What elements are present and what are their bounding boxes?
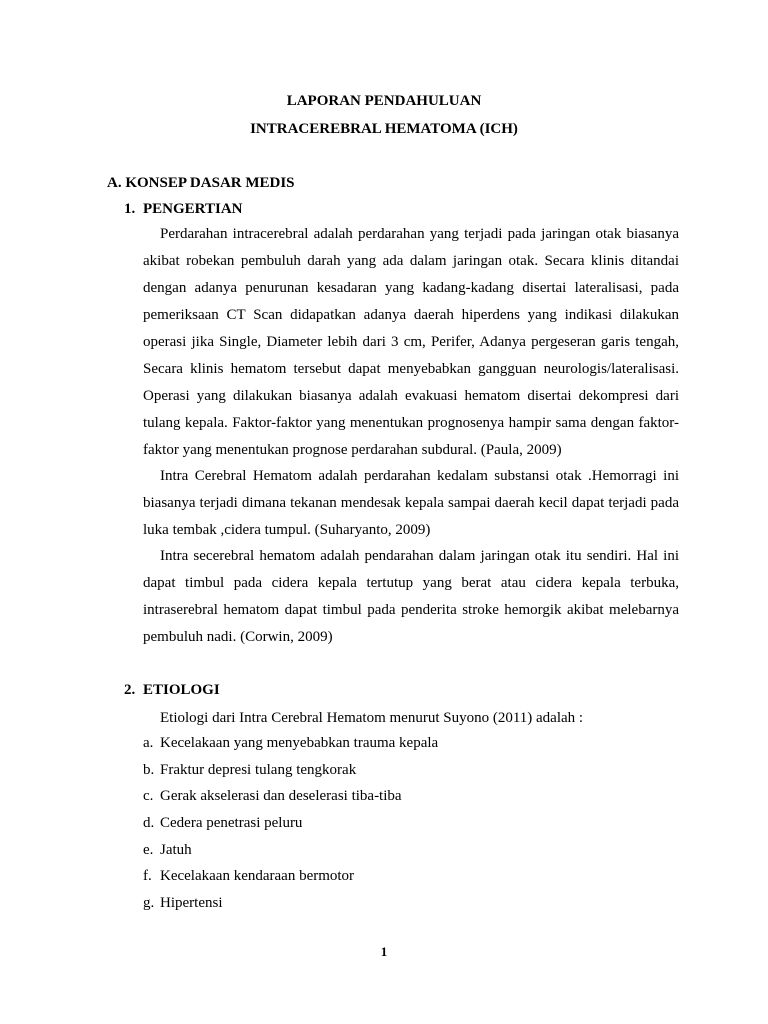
list-marker: b. [143, 761, 155, 778]
list-item-text: Fraktur depresi tulang tengkorak [160, 761, 357, 778]
list-item [143, 786, 438, 813]
paragraph: Intra Cerebral Hematom adalah perdarahan kedalam substansi otak .Hemorragi ini biasanya terjadi dimana tekanan mendesak kepala sampai daerah kecil dapat terjadi pada luka tembak ,cidera tumpul. (Suharyanto, 2009) [143, 468, 679, 538]
subsection-number: 2. [124, 682, 136, 698]
page-number: 1 [380, 944, 388, 959]
document-subtitle: INTRACEREBRAL HEMATOMA (ICH) [250, 121, 518, 137]
list-item-text: Gerak akselerasi dan deselerasi tiba-tiba [160, 788, 402, 805]
section-heading-a: A. KONSEP DASAR MEDIS [107, 175, 295, 191]
list-item-text: Kecelakaan kendaraan bermotor [160, 868, 355, 885]
paragraph: Perdarahan intracerebral adalah perdarahan yang terjadi pada jaringan otak biasanya akibat robekan pembuluh darah yang ada dalam jaringan otak. Secara klinis ditandai dengan adanya penurunan kesadaran yang kadang-kadang disertai lateralisasi, pada pemeriksaan CT Scan didapatkan adanya daerah hiperdens yang indikasi dilakukan operasi jika Single, Diameter lebih dari 3 cm, Perifer, Adanya pergeseran garis tengah, Secara klinis hematom tersebut dapat menyebabkan gangguan neurologis/lateralisasi. Operasi yang dilakukan biasanya adalah evakuasi hematom disertai dekompresi dari tulang kepala. Faktor-faktor yang menentukan prognosenya hampir sama dengan faktor-faktor yang menentukan prognose perdarahan subdural. (Paula, 2009) [143, 226, 679, 458]
paragraph: Intra secerebral hematom adalah pendarahan dalam jaringan otak itu sendiri. Hal ini dapat timbul pada cidera kepala tertutup yang berat atau cidera kepala terbuka, intraserebral hematom dapat timbul pada penderita stroke hemorgik akibat melebarnya pembuluh nadi. (Corwin, 2009) [143, 548, 679, 645]
list-item [143, 733, 438, 760]
etiologi-intro: Etiologi dari Intra Cerebral Hematom menurut Suyono (2011) adalah : [160, 710, 584, 726]
list-item [143, 760, 438, 787]
list-marker: f. [143, 868, 152, 885]
list-item [143, 813, 438, 840]
document-title: LAPORAN PENDAHULUAN [286, 93, 482, 109]
subsection-number: 1. [124, 201, 136, 217]
list-marker: e. [143, 841, 154, 858]
subsection-heading-etiologi [124, 681, 220, 699]
list-marker: g. [143, 895, 155, 912]
subsection-title: ETIOLOGI [143, 682, 220, 698]
list-marker: d. [143, 815, 155, 832]
list-item-text: Jatuh [160, 841, 192, 858]
list-item-text: Cedera penetrasi peluru [160, 815, 303, 832]
list-item-text: Kecelakaan yang menyebabkan trauma kepala [160, 735, 439, 751]
list-item [143, 893, 438, 920]
etiologi-list [143, 733, 438, 920]
list-item [143, 866, 438, 893]
list-item [143, 840, 438, 867]
subsection-heading-pengertian [124, 200, 243, 218]
list-marker: a. [143, 735, 154, 751]
list-item-text: Hipertensi [160, 895, 223, 912]
list-marker: c. [143, 788, 154, 805]
subsection-title: PENGERTIAN [143, 201, 243, 217]
